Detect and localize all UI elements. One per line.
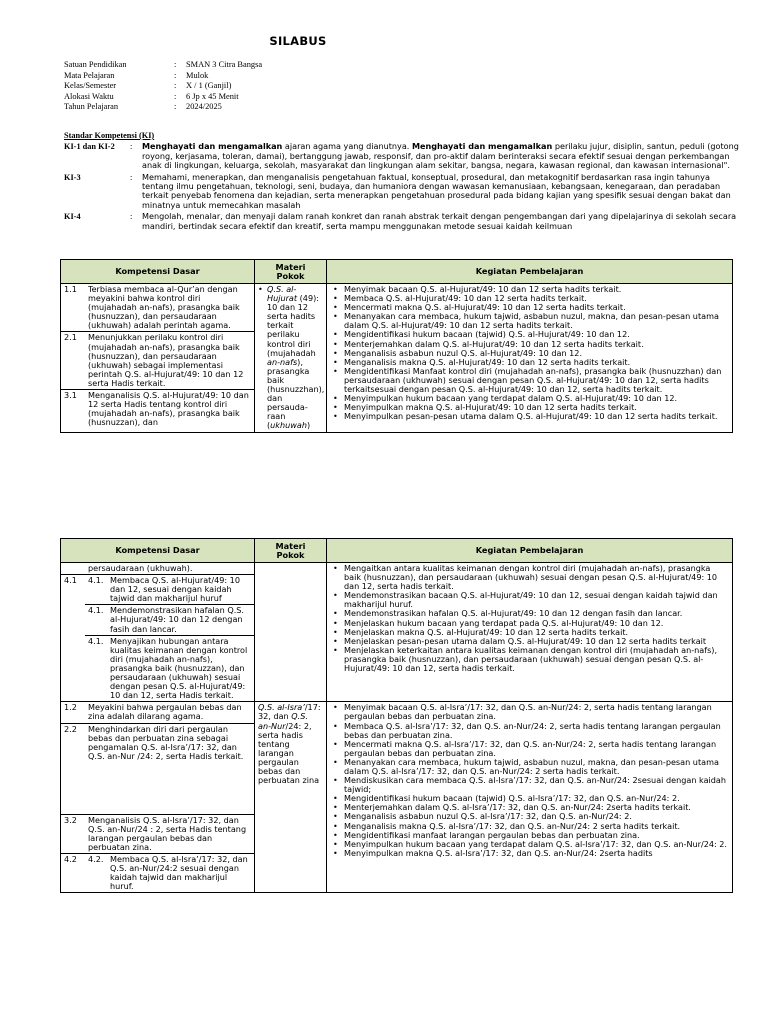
header-materi-pokok (255, 539, 327, 563)
kegiatan-cell (327, 284, 733, 433)
materi-part: Q.S. an-Nur (258, 711, 308, 731)
kegiatan-item: • Mendemonstrasikan bacaan Q.S. al-Hujurat/49: 10 dan 12, sesuai dengan kaidah tajwid dan makharijul huruf. (344, 591, 729, 609)
info-value: 6 Jp x 45 Menit (186, 91, 239, 101)
materi-cell (255, 702, 327, 893)
ki-text (142, 142, 744, 170)
kegiatan-item: • Mencermati makna Q.S. al-Isra’/17: 32, dan Q.S. an-Nur/24: 2, serta hadis tentang larangan pergaulan bebas dan perbuatan zina. (344, 740, 729, 758)
info-row (64, 71, 262, 82)
materi-text (258, 703, 323, 785)
kd-text: Menunjukkan perilaku kontrol diri (mujahadah an-nafs), prasangka baik (husnuzzan), dan persaudaraan (ukhuwah) sebagai implementasi perintah Q.S. al-Hujurat/49: 10 dan 12 serta Hadis terkait. (88, 332, 244, 388)
ki-label: KI-1 dan KI-2 (64, 142, 115, 152)
header-kompetensi-dasar: Kompetensi Dasar (61, 260, 255, 284)
kd-text: Membaca Q.S. al-Hujurat/49: 10 dan 12, sesuai dengan kaidah tajwid dan makharijul huruf (110, 575, 240, 604)
colon: : (130, 172, 133, 182)
kd-item (64, 390, 251, 428)
info-label: Alokasi Waktu (64, 91, 114, 101)
kd-number: 1.1 (64, 284, 77, 294)
kd-number: 2.1 (64, 332, 77, 343)
kegiatan-item: • Menjelaskan makna Q.S. al-Hujurat/49: 10 dan 12 serta hadits terkait. (344, 628, 729, 637)
materi-cell (255, 563, 327, 702)
ki-text: Memahami, menerapkan, dan menganalisis pengetahuan faktual, konseptual, prosedural, dan metakognitif berdasarkan rasa ingin tahunya tentang ilmu pengetahuan, teknologi, seni, budaya, dan humaniora dengan wawasan kemanusiaan, kebangsaan, kenegaraan, dan peradaban terkait penyebab fenomena dan kejadian, serta menerapkan pengetahuan prosedural pada bidang kajian yang spesifik sesuai dengan bakat dan minatnya untuk memecahkan masalah (142, 171, 731, 210)
kegiatan-item: • Menganalisis asbabun nuzul Q.S. al-Hujurat/49: 10 dan 12. (344, 349, 729, 358)
kd-number: 3.2 (64, 814, 77, 825)
info-row (64, 81, 262, 92)
info-label: Satuan Pendidikan (64, 60, 127, 69)
colon: : (174, 102, 177, 112)
materi-text (258, 285, 323, 431)
bullet: • (258, 284, 263, 294)
kegiatan-item: • Menjelaskan keterkaitan antara kualitas keimanan dengan kontrol diri (mujahadah an-nafs), prasangka baik (husnuzzan), dan persaudaraan (ukhuwah) sesuai dengan pesan Q.S. al-Hujurat/49: 10 dan 12, serta hadis terkait. (344, 646, 729, 673)
kegiatan-list (330, 564, 729, 673)
kegiatan-item: • Menjelaskan hukum bacaan yang terdapat pada Q.S. al-Hujurat/49: 10 dan 12. (344, 619, 729, 628)
kd-item (64, 636, 251, 702)
ki-row (64, 173, 744, 211)
kegiatan-item: • Menyimpulkan hukum bacaan yang terdapat dalam Q.S. al-Hujurat/49: 10 dan 12. (344, 394, 729, 403)
materi-part: ), prasangka baik (husnuzzhan), dan persauda-raan ( (267, 356, 325, 431)
colon: : (130, 212, 133, 222)
ki-text-part: ajaran agama yang dianutnya. (282, 141, 412, 152)
ki-row (64, 212, 744, 231)
kd-text: Membaca Q.S. al-Isra’/17: 32, dan Q.S. an-Nur/24:2 sesuai dengan kaidah tajwid dan makharijul huruf. (110, 853, 248, 892)
header-line: Materi (275, 261, 306, 272)
info-value: SMAN 3 Citra Bangsa (186, 60, 263, 69)
materi-part: Q.S. al-Isra’ (258, 702, 305, 713)
kegiatan-item: • Menyimpulkan makna Q.S. al-Hujurat/49: 10 dan 12 serta hadits terkait. (344, 403, 729, 412)
kd-item (64, 702, 251, 722)
materi-part: /17: 32, dan (258, 702, 321, 722)
kd-number (64, 637, 88, 701)
kd-item (64, 605, 251, 634)
table-row (61, 702, 733, 893)
kd-text: Mendemonstrasikan hafalan Q.S. al-Hujurat/49: 10 dan 12 dengan fasih dan lancar. (110, 605, 244, 634)
kegiatan-item: • Menjelaskan pesan-pesan utama dalam Q.S. al-Hujurat/49: 10 dan 12 serta hadits terkait (344, 637, 729, 646)
kd-number (64, 606, 88, 633)
kd-number: 1.2 (64, 702, 77, 713)
materi-part: an-nafs (267, 356, 298, 367)
kegiatan-item: • Membaca Q.S. al-Isra’/17: 32, dan Q.S. an-Nur/24: 2, serta hadis tentang larangan pergaulan bebas dan perbuatan zina. (344, 722, 729, 740)
materi-part: ukhuwah (270, 420, 307, 431)
kegiatan-item: • Mengidentifikasi hukum bacaan (tajwid) Q.S. al-Hujurat/49: 10 dan 12. (344, 330, 729, 339)
kd-item (64, 724, 251, 814)
ki-row (64, 142, 744, 170)
colon: : (130, 142, 133, 152)
ki-text: Mengolah, menalar, dan menyaji dalam ranah konkret dan ranah abstrak terkait dengan pengembangan dari yang dipelajarinya di sekolah secara mandiri, bertindak secara efektif dan kreatif, serta mampu menggunakan metode sesuai kaidah keilmuan (142, 211, 737, 231)
info-row (64, 92, 262, 103)
kd-cell (61, 702, 255, 893)
kd-cell (61, 284, 255, 433)
kegiatan-item: • Menyimpulkan hukum bacaan yang terdapat dalam Q.S. al-Isra’/17: 32, dan Q.S. an-Nur/24: 2. (344, 840, 729, 849)
kegiatan-item: • Mendemonstrasikan hafalan Q.S. al-Hujurat/49: 10 dan 12 dengan fasih dan lancar. (344, 609, 729, 618)
ki-text-part: perilaku jujur, disiplin, santun, peduli (gotong royong, kerjasama, toleran, damai), bertanggung jawab, responsif, dan pro-aktif dalam berinteraksi secara efektif sesuai dengan perkembangan anak di lingkungan, keluarga, sekolah, masyarakat dan lingkungan alam sekitar, bangsa, negara, kawasan regional, dan kawasan internasional". (142, 141, 739, 171)
info-block (64, 60, 262, 113)
materi-cell (255, 284, 327, 433)
materi-part: /24: 2, serta hadis tentang larangan pergaulan bebas dan perbuatan zina (258, 720, 320, 786)
kd-item (64, 815, 251, 853)
colon: : (174, 91, 177, 101)
info-label: Mata Pelajaran (64, 70, 115, 80)
kd-text: Menyajikan hubungan antara kualitas keimanan dengan kontrol diri (mujahadah an-nafs), prasangka baik (husnuzzan), dan persaudaraan (ukhuwah) sesuai dengan pesan Q.S. al-Hujurat/49: 10 dan 12, serta Hadis terkait. (110, 635, 248, 701)
materi-part: Q.S. al-Hujurat (267, 284, 298, 304)
kegiatan-item: • Menyimpulkan makna Q.S. al-Isra’/17: 32, dan Q.S. an-Nur/24: 2serta hadits (344, 849, 729, 858)
kegiatan-item: • Menanyakan cara membaca, hukum tajwid, asbabun nuzul, makna, dan pesan-pesan utama dalam Q.S. al-Hujurat/49: 10 dan 12 serta hadits terkait. (344, 312, 729, 330)
header-kegiatan: Kegiatan Pembelajaran (327, 539, 733, 563)
info-value: X / 1 (Ganjil) (186, 81, 232, 91)
ki-label: KI-4 (64, 212, 81, 222)
kd-cell (61, 563, 255, 702)
kegiatan-cell (327, 563, 733, 702)
kegiatan-item: • Menyimak bacaan Q.S. al-Hujurat/49: 10 dan 12 serta hadits terkait. (344, 285, 729, 294)
kd-sub-number: 4.1. (88, 575, 104, 586)
kegiatan-item: • Menganalisis makna Q.S. al-Hujurat/49: 10 dan 12 serta hadits terkait. (344, 358, 729, 367)
header-materi-pokok (255, 260, 327, 284)
kd-item (64, 332, 251, 389)
kegiatan-item: • Mengidentifikasi hukum bacaan (tajwid) Q.S. al-Isra’/17: 32, dan Q.S. an-Nur/24: 2. (344, 794, 729, 803)
header-kegiatan: Kegiatan Pembelajaran (327, 260, 733, 284)
table-header-row (61, 260, 733, 284)
ki-label: KI-3 (64, 172, 81, 182)
info-label: Kelas/Semester (64, 81, 117, 91)
page-title: SILABUS (269, 34, 327, 48)
ki-emph: Menghayati dan mengamalkan (142, 141, 283, 152)
kegiatan-item: • Menganalisis makna Q.S. al-Isra’/17: 32, dan Q.S. an-Nur/24: 2 serta hadits terkait. (344, 822, 729, 831)
kd-text: Terbiasa membaca al-Qur’an dengan meyakini bahwa kontrol diri (mujahadah an-nafs), prasangka baik (husnuzzan), dan persaudaraan (ukhuwah) adalah perintah agama. (88, 284, 240, 331)
kd-continuation: persaudaraan (ukhuwah). (88, 563, 193, 573)
header-kompetensi-dasar: Kompetensi Dasar (61, 539, 255, 563)
kegiatan-item: • Menterjemahkan dalam Q.S. al-Isra’/17: 32, dan Q.S. an-Nur/24: 2serta hadits terkait. (344, 803, 729, 812)
kd-sub-number: 4.1. (88, 605, 104, 616)
kd-number: 3.1 (64, 390, 77, 401)
kegiatan-item: • Menyimpulkan pesan-pesan utama dalam Q.S. al-Hujurat/49: 10 dan 12 serta hadits terkait. (344, 412, 729, 421)
syllabus-table-1 (60, 259, 733, 433)
kd-item (64, 854, 251, 892)
kegiatan-item: • Menterjemahkan dalam Q.S. al-Hujurat/49: 10 dan 12 serta hadits terkait. (344, 340, 729, 349)
kegiatan-item: • Menganalisis asbabun nuzul Q.S. al-Isra’/17: 32, dan Q.S. an-Nur/24: 2. (344, 812, 729, 821)
kegiatan-item: • Membaca Q.S. al-Hujurat/49: 10 dan 12 serta hadits terkait. (344, 294, 729, 303)
syllabus-table-2 (60, 538, 733, 893)
colon: : (174, 70, 177, 80)
kegiatan-item: • Mengidentifikasi Manfaat kontrol diri (mujahadah an-nafs), prasangka baik (husnuzzhan) dan persaudaraan (ukhuwah) sesuai dengan pesan Q.S. al-Hujurat/49: 10 dan 12, serta hadits terkaitsesuai dengan pesan Q.S. al-Hujurat/49: 10 dan 12, serta hadits terkait. (344, 367, 729, 394)
kegiatan-item: • Menanyakan cara membaca, hukum tajwid, asbabun nuzul, makna, dan pesan-pesan utama dalam Q.S. al-Isra’/17: 32, dan Q.S. an-Nur/24: 2 serta hadis terkait. (344, 758, 729, 776)
kd-sub-number: 4.1. (88, 635, 104, 646)
header-line: Materi (275, 540, 306, 551)
kegiatan-item: • Mencermati makna Q.S. al-Hujurat/49: 10 dan 12 serta hadits terkait. (344, 303, 729, 312)
kd-number: 4.2 (64, 853, 77, 864)
kd-number: 4.1 (64, 575, 77, 586)
table-row (61, 284, 733, 433)
kegiatan-item: • Mengaitkan antara kualitas keimanan dengan kontrol diri (mujahadah an-nafs), prasangka baik (husnuzzan), dan persaudaraan (ukhuwah) sesuai dengan pesan Q.S. al-Hujurat/49: 10 dan 12, serta hadis terkait. (344, 564, 729, 591)
materi-part: (49): 10 dan 12 serta hadits terkait perilaku kontrol diri (mujahadah (267, 293, 319, 358)
kegiatan-list (330, 703, 729, 858)
header-line: Pokok (276, 549, 305, 560)
ki-emph: Menghayati dan mengamalkan (411, 141, 553, 152)
kd-text: Meyakini bahwa pergaulan bebas dan zina adalah dilarang agama. (88, 702, 242, 722)
table-row (61, 563, 733, 702)
colon: : (174, 81, 177, 91)
header-line: Pokok (276, 270, 305, 281)
kegiatan-item: • Menyimak bacaan Q.S. al-Isra’/17: 32, dan Q.S. an-Nur/24: 2, serta hadis tentang larangan pergaulan bebas dan perbuatan zina. (344, 703, 729, 721)
ki-section (64, 131, 744, 231)
kd-number: 2.2 (64, 723, 77, 734)
info-row (64, 102, 262, 113)
kd-item (64, 284, 251, 331)
kd-text: Menganalisis Q.S. al-Hujurat/49: 10 dan 12 serta Hadis tentang kontrol diri (mujahadah an-nafs), prasangka baik (husnuzzan), dan (88, 390, 249, 428)
colon: : (174, 60, 177, 69)
kd-sub-number: 4.2. (88, 853, 104, 864)
info-value: Mulok (186, 70, 209, 80)
kd-item (64, 575, 251, 604)
ki-heading: Standar Kompetensi (KI) (64, 131, 155, 140)
kegiatan-item: • Mendiskusikan cara membaca Q.S. al-Isra’/17: 32, dan Q.S. an-Nur/24: 2sesuai dengan kaidah tajwid; (344, 776, 729, 794)
kegiatan-item: • Mengidentifikasi manfaat larangan pergaulan bebas dan perbuatan zina. (344, 831, 729, 840)
materi-part: ) (306, 420, 311, 431)
kegiatan-list (330, 285, 729, 421)
kd-text: Menganalisis Q.S. al-Isra’/17: 32, dan Q.S. an-Nur/24 : 2, serta Hadis tentang larangan pergaulan bebas dan perbuatan zina. (88, 814, 247, 852)
kd-text: Menghindarkan diri dari pergaulan bebas dan perbuatan zina sebagai pengamalan Q.S. al-Isra’/17: 32, dan Q.S. an-Nur /24: 2, serta Hadis terkait. (88, 723, 244, 761)
info-value: 2024/2025 (186, 102, 222, 112)
kegiatan-cell (327, 702, 733, 893)
info-row (64, 60, 262, 71)
info-label: Tahun Pelajaran (64, 102, 119, 112)
table-header-row (61, 539, 733, 563)
